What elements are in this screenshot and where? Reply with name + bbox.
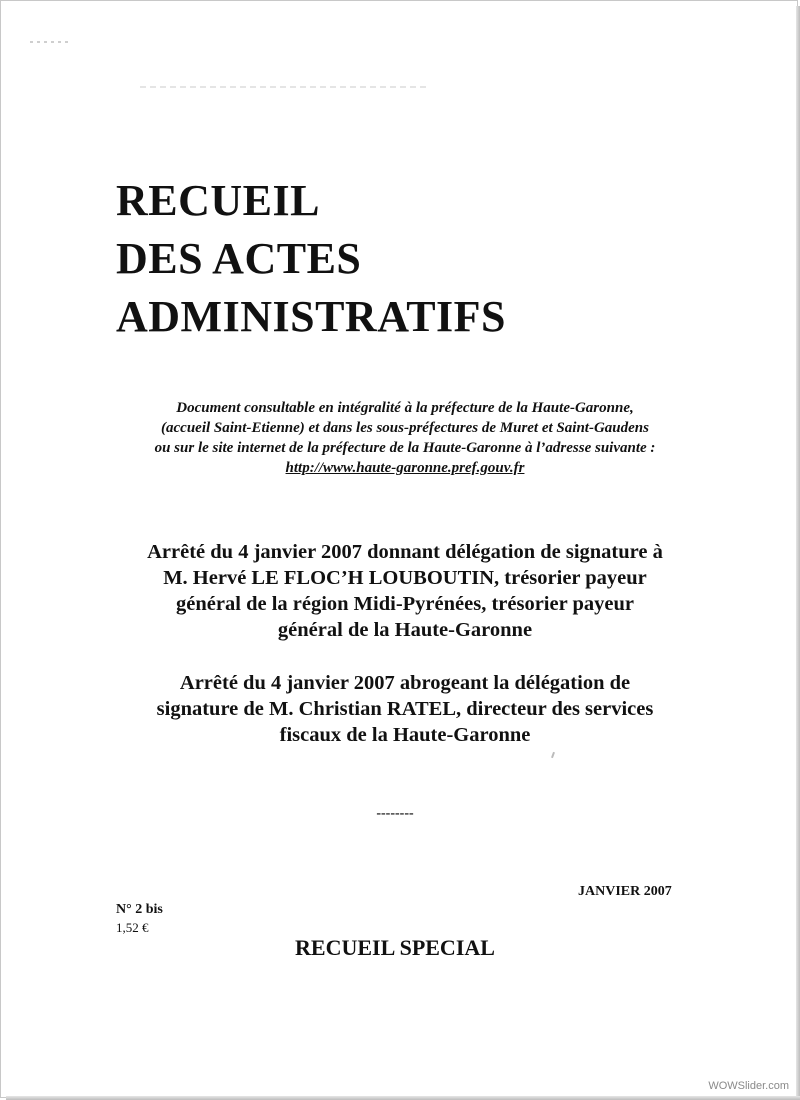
arrete-block-1 [90, 539, 720, 643]
arrete-2-line-2: signature de M. Christian RATEL, directeur des services [156, 698, 654, 720]
arrete-1-line-3: général de la région Midi-Pyrénées, trésorier payeur [176, 593, 634, 615]
recueil-special-heading: RECUEIL SPECIAL [295, 935, 495, 960]
arrete-2-line-1: Arrêté du 4 janvier 2007 abrogeant la délégation de [179, 672, 631, 694]
issue-price: 1,52 € [116, 920, 149, 935]
arrete-1-line-4: général de la Haute-Garonne [277, 619, 533, 641]
notice-line-2: (accueil Saint-Etienne) et dans les sous-préfectures de Muret et Saint-Gaudens [161, 420, 649, 436]
document-title [116, 172, 506, 346]
arrete-2-line-3: fiscaux de la Haute-Garonne [279, 724, 531, 746]
arrete-1-line-1: Arrêté du 4 janvier 2007 donnant délégation de signature à [147, 541, 663, 563]
scan-artifact-line [140, 86, 430, 88]
consultation-notice [100, 398, 710, 478]
arrete-block-2 [90, 670, 720, 748]
notice-url: http://www.haute-garonne.pref.gouv.fr [285, 460, 525, 476]
title-line-1: RECUEIL [116, 176, 320, 225]
watermark: WOWSlider.com [705, 1080, 792, 1092]
publication-date: JANVIER 2007 [578, 884, 672, 899]
title-line-3: ADMINISTRATIFS [116, 292, 507, 341]
page-shadow-right [796, 6, 800, 1100]
scan-artifact [30, 30, 90, 40]
notice-line-1: Document consultable en intégralité à la préfecture de la Haute-Garonne, [176, 400, 634, 416]
title-line-2: DES ACTES [116, 234, 362, 283]
separator: -------- [376, 806, 414, 821]
notice-line-3: ou sur le site internet de la préfecture de la Haute-Garonne à l’adresse suivante : [154, 440, 656, 456]
arrete-1-line-2: M. Hervé LE FLOC’H LOUBOUTIN, trésorier payeur [163, 567, 647, 589]
page-shadow-bottom [6, 1096, 800, 1100]
issue-number: N° 2 bis [116, 902, 163, 917]
